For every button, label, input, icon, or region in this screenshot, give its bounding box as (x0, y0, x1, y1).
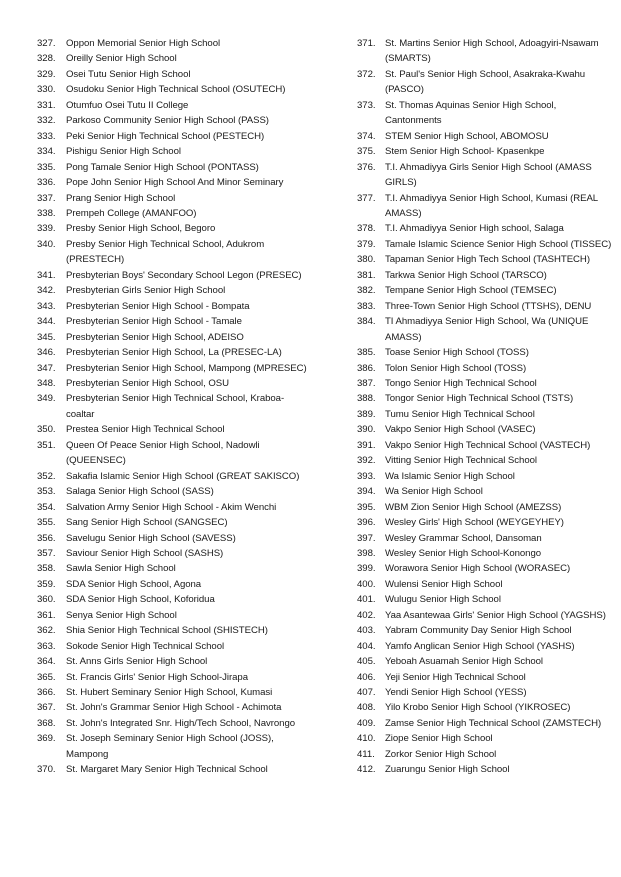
item-number: 369. (37, 733, 56, 745)
list-item (357, 685, 613, 700)
list-item (357, 500, 613, 515)
item-number: 359. (37, 578, 56, 590)
item-number: 332. (37, 115, 56, 127)
item-number: 379. (357, 238, 376, 250)
item-number: 347. (37, 362, 56, 374)
list-item (357, 129, 613, 144)
school-name: Osudoku Senior High Technical School (OSUTECH) (66, 84, 286, 96)
school-name: Tolon Senior High School (TOSS) (385, 362, 527, 374)
school-name: Presbyterian Senior High School, OSU (66, 377, 229, 389)
school-name: St. Martins Senior High School, Adoagyiri-Nsawam (SMARTS) (385, 38, 599, 65)
list-item (357, 747, 613, 762)
school-name: Otumfuo Osei Tutu II College (66, 99, 189, 111)
school-name: Tempane Senior High School (TEMSEC) (385, 285, 557, 297)
list-item (357, 376, 613, 391)
list-item (357, 592, 613, 607)
school-name: WBM Zion Senior High School (AMEZSS) (385, 501, 562, 513)
item-number: 331. (37, 99, 56, 111)
list-item (357, 623, 613, 638)
list-item (357, 221, 613, 236)
school-name: Sawla Senior High School (66, 563, 176, 575)
school-name: Tamale Islamic Science Senior High School (TISSEC) (385, 238, 612, 250)
school-name: Wesley Senior High School-Konongo (385, 547, 542, 559)
item-number: 365. (37, 671, 56, 683)
item-number: 360. (37, 594, 56, 606)
list-item (37, 345, 307, 360)
item-number: 364. (37, 656, 56, 668)
school-name: SDA Senior High School, Agona (66, 578, 202, 590)
school-name: St. Thomas Aquinas Senior High School, Cantonments (385, 99, 557, 127)
list-item (357, 469, 613, 484)
list-item (37, 191, 307, 206)
school-name: Tarkwa Senior High School (TARSCO) (385, 269, 547, 281)
item-number: 397. (357, 532, 376, 544)
list-item (357, 608, 613, 623)
school-name: Zorkor Senior High School (385, 748, 497, 760)
item-number: 403. (357, 625, 376, 637)
item-number: 354. (37, 501, 56, 513)
list-item (357, 561, 613, 576)
list-item (37, 175, 307, 190)
list-item (37, 500, 307, 515)
school-name: Presbyterian Boys' Secondary School Legon (PRESEC) (66, 269, 302, 281)
school-name: Yeboah Asuamah Senior High School (385, 656, 544, 668)
school-name: Wesley Grammar School, Dansoman (385, 532, 542, 544)
school-name: Prestea Senior High Technical School (66, 424, 225, 436)
list-item (37, 391, 307, 422)
list-item (357, 67, 613, 98)
list-item (37, 561, 307, 576)
list-item (357, 762, 613, 777)
item-number: 386. (357, 362, 376, 374)
school-name: Tapaman Senior High Tech School (TASHTECH) (385, 254, 590, 266)
school-name: Sakafia Islamic Senior High School (GREAT SAKISCO) (66, 470, 300, 482)
list-item (357, 731, 613, 746)
school-name: Vitting Senior High Technical School (385, 455, 537, 467)
list-item (357, 252, 613, 267)
list-item (357, 639, 613, 654)
item-number: 412. (357, 764, 376, 776)
school-name: Saviour Senior High School (SASHS) (66, 547, 224, 559)
school-name: St. Hubert Seminary Senior High School, Kumasi (66, 687, 273, 699)
school-name: Wulensi Senior High School (385, 578, 503, 590)
list-item (37, 160, 307, 175)
school-name: Zamse Senior High Technical School (ZAMSTECH) (385, 717, 602, 729)
school-name: T.I. Ahmadiyya Girls Senior High School (AMASS GIRLS) (385, 161, 592, 189)
school-name: Toase Senior High School (TOSS) (385, 347, 529, 359)
left-column (37, 36, 307, 778)
item-number: 340. (37, 238, 56, 250)
item-number: 342. (37, 285, 56, 297)
item-number: 378. (357, 223, 376, 235)
school-name: Pishigu Senior High School (66, 146, 181, 158)
item-number: 399. (357, 563, 376, 575)
item-number: 333. (37, 130, 56, 142)
item-number: 329. (37, 68, 56, 80)
item-number: 394. (357, 486, 376, 498)
school-name: St. Francis Girls' Senior High School-Jirapa (66, 671, 248, 683)
item-number: 389. (357, 408, 376, 420)
school-name: Pong Tamale Senior High School (PONTASS) (66, 161, 259, 173)
item-number: 334. (37, 146, 56, 158)
item-number: 374. (357, 130, 376, 142)
school-name: Peki Senior High Technical School (PESTECH) (66, 130, 265, 142)
school-name: St. John's Integrated Snr. High/Tech School, Navrongo (66, 717, 296, 729)
item-number: 390. (357, 424, 376, 436)
school-name: Presby Senior High Technical School, Adukrom (PRESTECH) (66, 238, 265, 266)
list-item (37, 731, 307, 762)
school-name: Presbyterian Girls Senior High School (66, 285, 226, 297)
school-name: Wa Islamic Senior High School (385, 470, 515, 482)
list-item (37, 144, 307, 159)
item-number: 328. (37, 53, 56, 65)
school-name: Queen Of Peace Senior High School, Nadowli (QUEENSEC) (66, 439, 260, 467)
list-item (357, 345, 613, 360)
list-item (37, 82, 307, 97)
item-number: 341. (37, 269, 56, 281)
list-item (357, 191, 613, 222)
item-number: 396. (357, 517, 376, 529)
item-number: 402. (357, 609, 376, 621)
item-number: 366. (37, 687, 56, 699)
item-number: 393. (357, 470, 376, 482)
list-item (357, 314, 613, 345)
school-name: Shia Senior High Technical School (SHISTECH) (66, 625, 268, 637)
item-number: 352. (37, 470, 56, 482)
item-number: 355. (37, 517, 56, 529)
item-number: 350. (37, 424, 56, 436)
item-number: 338. (37, 207, 56, 219)
list-item (37, 531, 307, 546)
list-item (37, 299, 307, 314)
school-name: Tumu Senior High Technical School (385, 408, 535, 420)
school-name: Vakpo Senior High Technical School (VASTECH) (385, 439, 591, 451)
list-item (37, 469, 307, 484)
item-number: 385. (357, 347, 376, 359)
list-item (37, 608, 307, 623)
list-item (357, 700, 613, 715)
item-number: 357. (37, 547, 56, 559)
item-number: 406. (357, 671, 376, 683)
list-item (357, 546, 613, 561)
item-number: 349. (37, 393, 56, 405)
item-number: 410. (357, 733, 376, 745)
school-name: Three-Town Senior High School (TTSHS), DENU (385, 300, 592, 312)
item-number: 383. (357, 300, 376, 312)
item-number: 335. (37, 161, 56, 173)
item-number: 408. (357, 702, 376, 714)
item-number: 351. (37, 439, 56, 451)
school-name: Wesley Girls' High School (WEYGEYHEY) (385, 517, 564, 529)
list-item (37, 623, 307, 638)
school-name: T.I. Ahmadiyya Senior High school, Salaga (385, 223, 564, 235)
list-item (357, 484, 613, 499)
list-item (37, 113, 307, 128)
school-name: Prang Senior High School (66, 192, 176, 204)
school-name: Tongor Senior High Technical School (TSTS) (385, 393, 574, 405)
item-number: 368. (37, 717, 56, 729)
school-name: Vakpo Senior High School (VASEC) (385, 424, 536, 436)
school-name: Presbyterian Senior High School, ADEISO (66, 331, 244, 343)
school-name: Prempeh College (AMANFOO) (66, 207, 197, 219)
right-column (357, 36, 613, 778)
list-item (37, 592, 307, 607)
school-name: Yilo Krobo Senior High School (YIKROSEC) (385, 702, 571, 714)
item-number: 346. (37, 347, 56, 359)
list-item (357, 716, 613, 731)
school-name: Presbyterian Senior High School - Bompata (66, 300, 250, 312)
list-item (37, 361, 307, 376)
list-item (357, 391, 613, 406)
list-item (37, 685, 307, 700)
school-name: St. Margaret Mary Senior High Technical School (66, 764, 268, 776)
school-name: Salvation Army Senior High School - Akim Wenchi (66, 501, 277, 513)
school-name: Presbyterian Senior High School, Mampong (MPRESEC) (66, 362, 307, 374)
school-name: STEM Senior High School, ABOMOSU (385, 130, 549, 142)
list-item (37, 422, 307, 437)
list-item (37, 330, 307, 345)
list-item (357, 299, 613, 314)
item-number: 377. (357, 192, 376, 204)
school-name: Yaa Asantewaa Girls' Senior High School (YAGSHS) (385, 609, 606, 621)
list-item (357, 531, 613, 546)
list-item (357, 453, 613, 468)
item-number: 358. (37, 563, 56, 575)
list-item (357, 361, 613, 376)
school-name: Yendi Senior High School (YESS) (385, 687, 527, 699)
list-item (357, 36, 613, 67)
item-number: 392. (357, 455, 376, 467)
list-item (357, 577, 613, 592)
school-name: Yabram Community Day Senior High School (385, 625, 572, 637)
item-number: 387. (357, 377, 376, 389)
list-item (357, 144, 613, 159)
item-number: 339. (37, 223, 56, 235)
item-number: 330. (37, 84, 56, 96)
school-name: Senya Senior High School (66, 609, 177, 621)
school-name: T.I. Ahmadiyya Senior High School, Kumasi (REAL AMASS) (385, 192, 598, 219)
item-number: 388. (357, 393, 376, 405)
school-name: SDA Senior High School, Koforidua (66, 594, 215, 606)
list-item (357, 160, 613, 191)
school-name: Zuarungu Senior High School (385, 764, 510, 776)
item-number: 362. (37, 625, 56, 637)
item-number: 401. (357, 594, 376, 606)
item-number: 363. (37, 640, 56, 652)
school-name: Yamfo Anglican Senior High School (YASHS) (385, 640, 575, 652)
item-number: 327. (37, 38, 56, 49)
item-number: 344. (37, 316, 56, 328)
school-name: St. Joseph Seminary Senior High School (JOSS), Mampong (66, 733, 274, 760)
item-number: 367. (37, 702, 56, 714)
item-number: 384. (357, 316, 376, 328)
school-name: Sokode Senior High Technical School (66, 640, 225, 652)
item-number: 361. (37, 609, 56, 621)
list-item (357, 438, 613, 453)
item-number: 345. (37, 331, 56, 343)
school-name: Presbyterian Senior High Technical School, Kraboa-coaltar (66, 393, 285, 420)
list-item (37, 283, 307, 298)
school-name: St. John's Grammar Senior High School - Achimota (66, 702, 282, 714)
list-item (357, 407, 613, 422)
list-item (357, 98, 613, 129)
list-item (37, 129, 307, 144)
item-number: 405. (357, 656, 376, 668)
list-item (37, 716, 307, 731)
list-item (357, 654, 613, 669)
item-number: 337. (37, 192, 56, 204)
school-name: Presbyterian Senior High School - Tamale (66, 316, 242, 328)
list-item (37, 762, 307, 777)
item-number: 407. (357, 687, 376, 699)
school-name: TI Ahmadiyya Senior High School, Wa (UNIQUE AMASS) (385, 316, 589, 343)
school-name: Ziope Senior High School (385, 733, 493, 745)
list-item (37, 438, 307, 469)
item-number: 398. (357, 547, 376, 559)
list-item (357, 515, 613, 530)
item-number: 381. (357, 269, 376, 281)
school-name: Presby Senior High School, Begoro (66, 223, 216, 235)
school-name: Pope John Senior High School And Minor Seminary (66, 177, 284, 189)
item-number: 382. (357, 285, 376, 297)
item-number: 375. (357, 146, 376, 158)
item-number: 376. (357, 161, 376, 173)
list-item (357, 422, 613, 437)
item-number: 356. (37, 532, 56, 544)
list-item (357, 268, 613, 283)
item-number: 371. (357, 38, 376, 49)
school-name: Worawora Senior High School (WORASEC) (385, 563, 571, 575)
school-name: Savelugu Senior High School (SAVESS) (66, 532, 236, 544)
item-number: 372. (357, 68, 376, 80)
item-number: 370. (37, 764, 56, 776)
list-item (37, 639, 307, 654)
item-number: 391. (357, 439, 376, 451)
school-name: Parkoso Community Senior High School (PASS) (66, 115, 269, 127)
list-item (37, 221, 307, 236)
school-name: Yeji Senior High Technical School (385, 671, 526, 683)
item-number: 353. (37, 486, 56, 498)
list-item (37, 98, 307, 113)
list-item (37, 484, 307, 499)
list-item (37, 268, 307, 283)
item-number: 400. (357, 578, 376, 590)
school-name: St. Anns Girls Senior High School (66, 656, 208, 668)
school-name: Oppon Memorial Senior High School (66, 38, 221, 49)
list-item (37, 546, 307, 561)
item-number: 409. (357, 717, 376, 729)
school-name: Salaga Senior High School (SASS) (66, 486, 214, 498)
school-name: Tongo Senior High Technical School (385, 377, 537, 389)
list-item (37, 376, 307, 391)
item-number: 373. (357, 99, 376, 111)
list-item (37, 206, 307, 221)
item-number: 395. (357, 501, 376, 513)
list-item (37, 700, 307, 715)
list-item (37, 314, 307, 329)
school-list-left (37, 36, 307, 778)
school-name: Wulugu Senior High School (385, 594, 501, 606)
school-name: Oreilly Senior High School (66, 53, 177, 65)
school-list-right (357, 36, 613, 778)
list-item (37, 67, 307, 82)
list-item (37, 577, 307, 592)
list-item (37, 654, 307, 669)
school-name: Sang Senior High School (SANGSEC) (66, 517, 228, 529)
list-item (37, 36, 307, 51)
school-name: Osei Tutu Senior High School (66, 68, 191, 80)
school-name: Stem Senior High School- Kpasenkpe (385, 146, 545, 158)
school-name: Wa Senior High School (385, 486, 483, 498)
list-item (37, 670, 307, 685)
list-item (357, 237, 613, 252)
list-item (37, 515, 307, 530)
item-number: 343. (37, 300, 56, 312)
list-item (37, 237, 307, 268)
item-number: 411. (357, 748, 375, 760)
item-number: 380. (357, 254, 376, 266)
item-number: 336. (37, 177, 56, 189)
list-item (357, 670, 613, 685)
list-item (357, 283, 613, 298)
school-name: Presbyterian Senior High School, La (PRESEC-LA) (66, 347, 282, 359)
school-name: St. Paul's Senior High School, Asakraka-Kwahu (PASCO) (385, 68, 586, 96)
list-item (37, 51, 307, 66)
item-number: 404. (357, 640, 376, 652)
item-number: 348. (37, 377, 56, 389)
